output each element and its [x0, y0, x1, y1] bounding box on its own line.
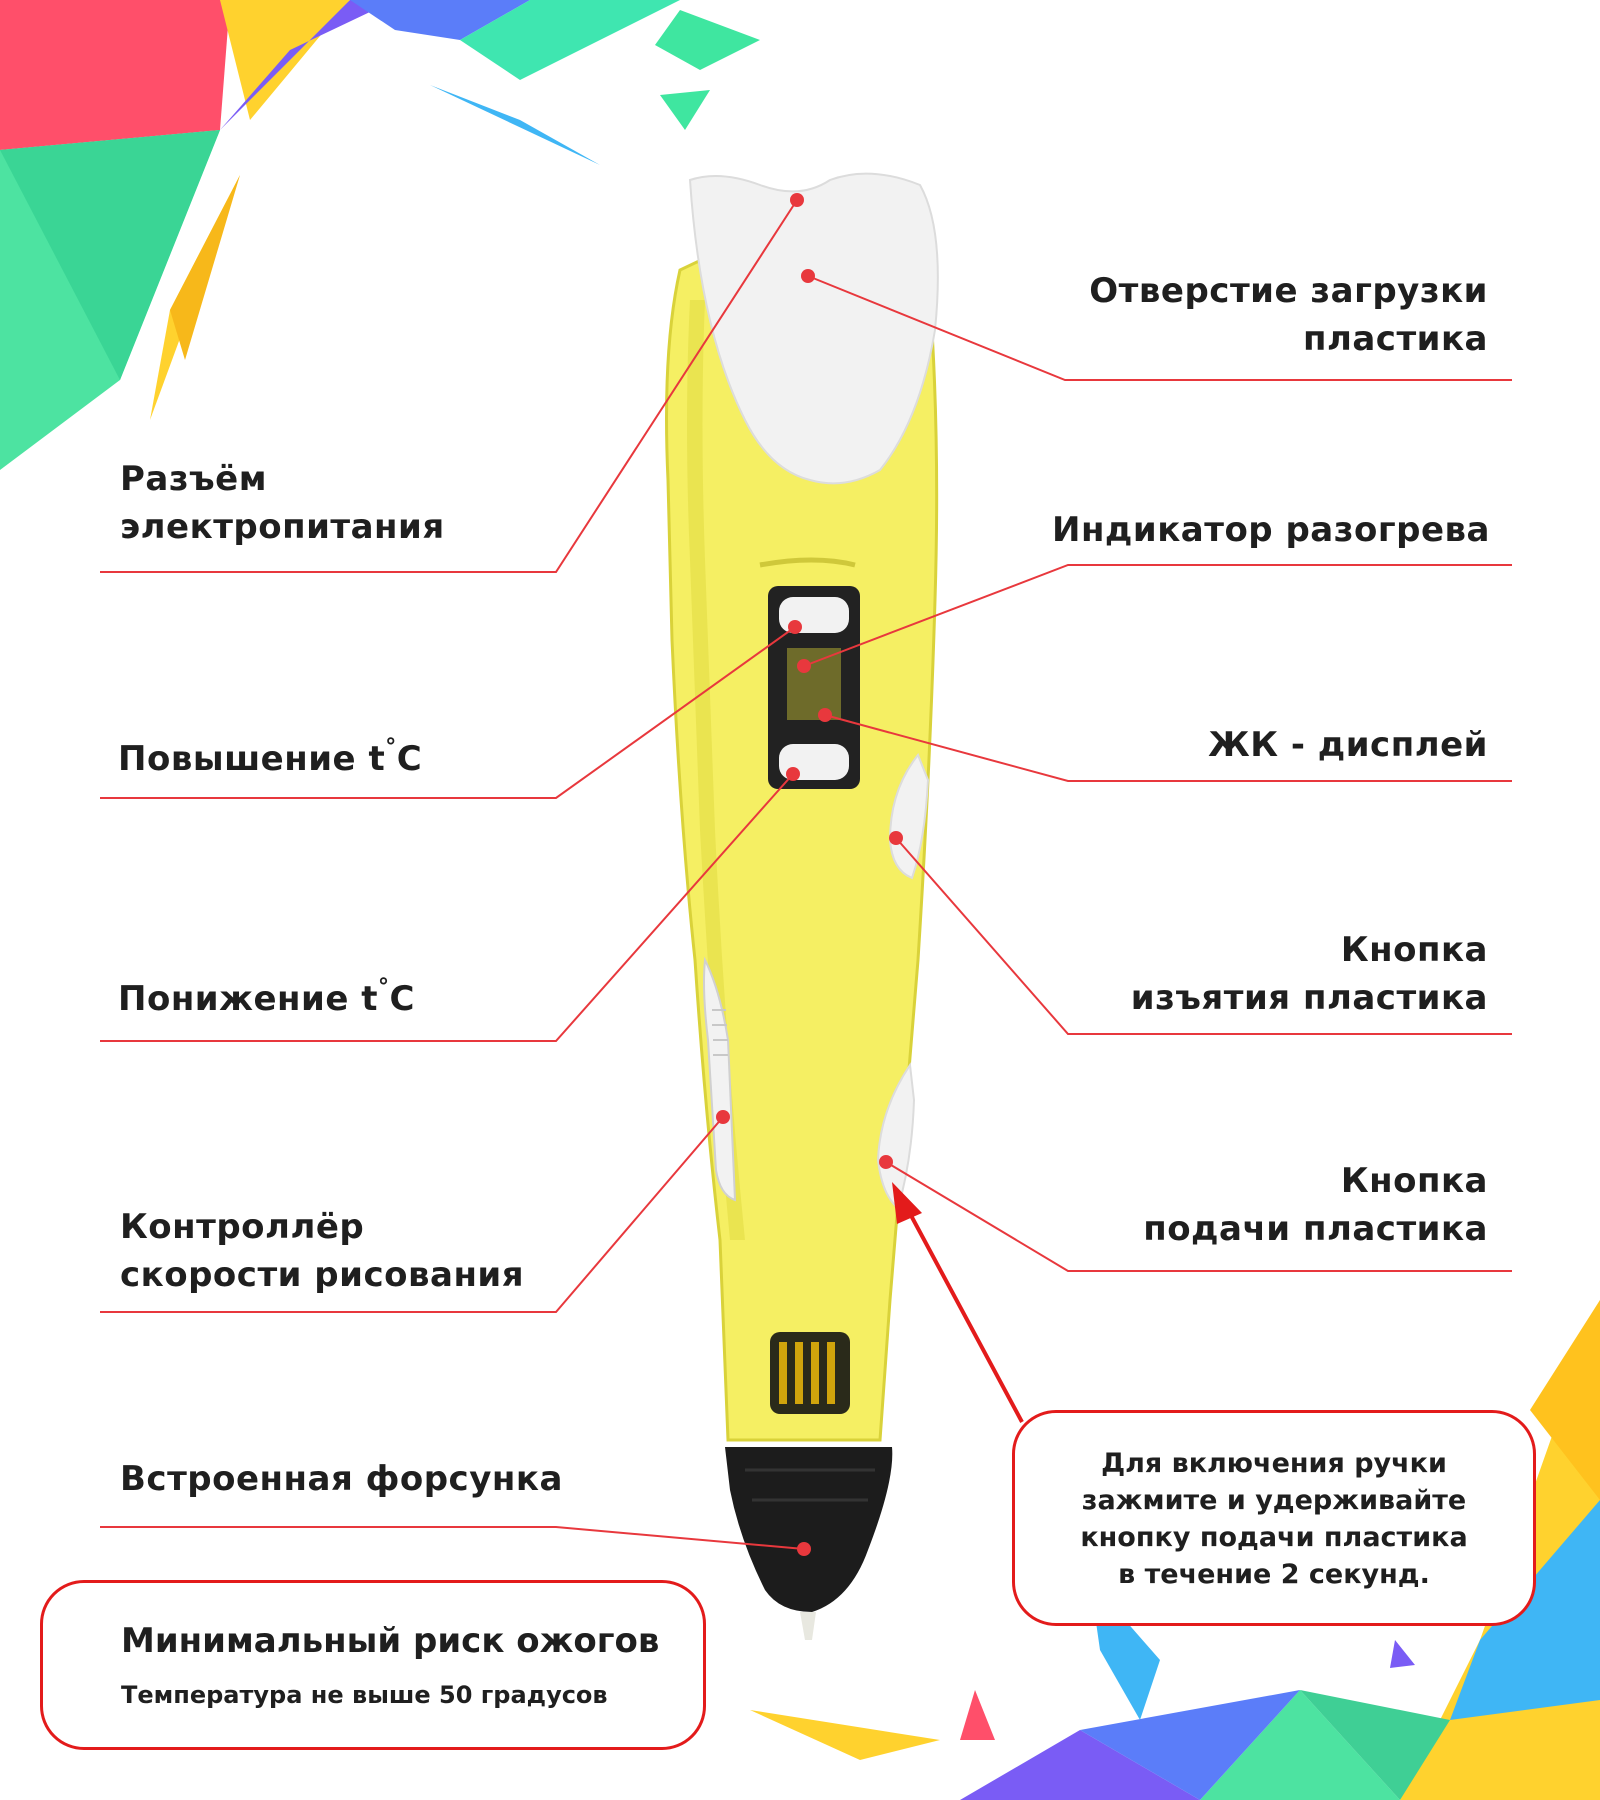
label-nozzle: Встроенная форсунка [120, 1459, 563, 1499]
power-on-box [1012, 1410, 1536, 1626]
dot-unload-button [889, 831, 903, 845]
leader-nozzle [100, 1527, 804, 1549]
label-lcd-display: ЖК - дисплей [1208, 725, 1488, 765]
dot-power [790, 193, 804, 207]
dot-lcd [818, 708, 832, 722]
label-power-connector: Разъём электропитания [120, 459, 445, 547]
dot-speed [716, 1110, 730, 1124]
label-temp-up: Повышение t°C [118, 735, 423, 779]
power-on-text: Для включения ручки зажмите и удерживайте кнопку подачи пластика в течение 2 секунд. [1080, 1448, 1468, 1590]
label-heat-indicator: Индикатор разогрева [1051, 510, 1490, 550]
label-load-hole: Отверстие загрузки пластика [1089, 271, 1488, 359]
dot-nozzle [797, 1542, 811, 1556]
burn-risk-title: Минимальный риск ожогов [121, 1621, 660, 1661]
dot-feed-button [879, 1155, 893, 1169]
power-on-arrow-head [892, 1182, 922, 1224]
dot-heat-indicator [797, 659, 811, 673]
label-feed-button: Кнопка подачи пластика [1143, 1161, 1488, 1249]
label-unload-button: Кнопка изъятия пластика [1130, 930, 1488, 1018]
dot-temp-down [786, 767, 800, 781]
power-on-arrow-shaft [907, 1208, 1022, 1422]
dot-load-hole [801, 269, 815, 283]
burn-risk-subtitle: Температура не выше 50 градусов [121, 1681, 608, 1709]
label-speed-controller: Контроллёр скорости рисования [120, 1207, 525, 1295]
leader-heat-indicator [804, 565, 1512, 666]
burn-risk-box [40, 1580, 706, 1750]
label-temp-down: Понижение t°C [118, 975, 415, 1019]
dot-temp-up [788, 620, 802, 634]
